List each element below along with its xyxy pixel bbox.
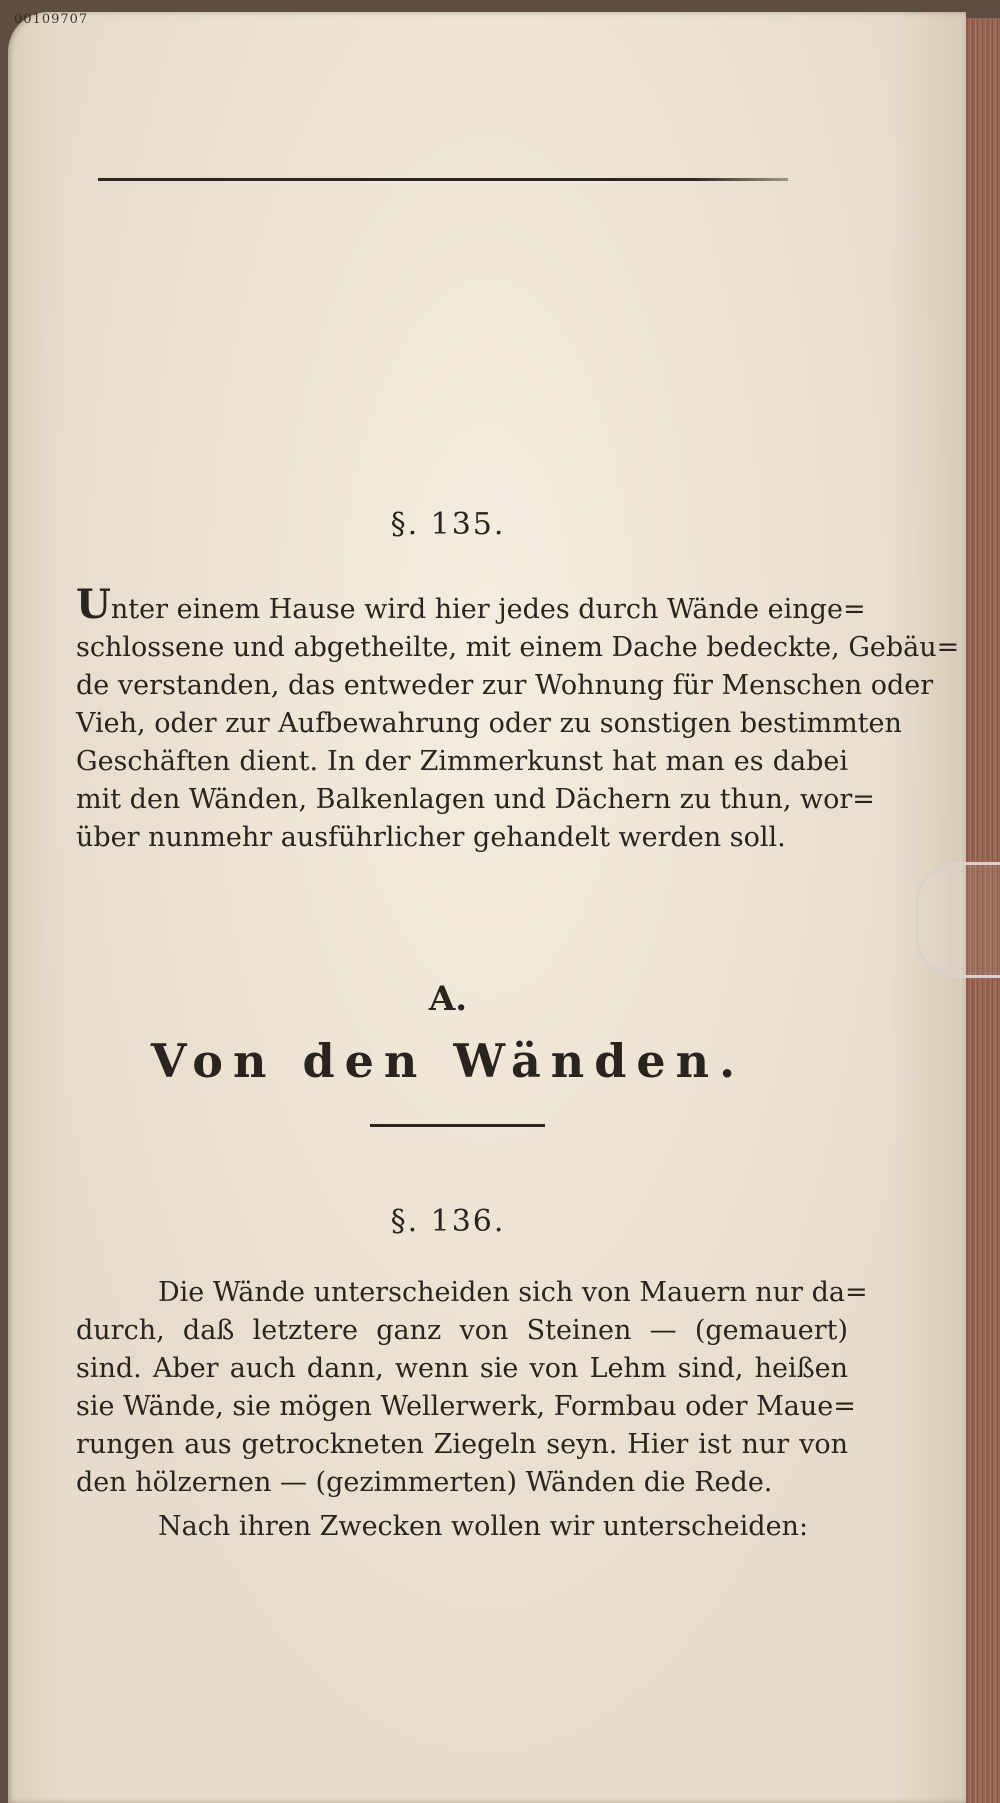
library-stamp: 00109707	[14, 12, 89, 27]
paragraph-line: schlossene und abgetheilte, mit einem Dache bedeckte, Gebäu=	[76, 632, 960, 663]
top-rule	[98, 178, 788, 181]
title-rule	[370, 1124, 545, 1127]
closing-line: Nach ihren Zwecken wollen wir unterscheiden:	[158, 1511, 809, 1542]
section-number-136: §. 136.	[390, 1204, 506, 1239]
book-page	[8, 12, 966, 1803]
paragraph-line: Die Wände unterscheiden sich von Mauern nur da=	[158, 1277, 868, 1308]
paragraph-line	[76, 581, 866, 629]
paragraph-line: über nunmehr ausführlicher gehandelt werden soll.	[76, 822, 786, 853]
paragraph-line: sind. Aber auch dann, wenn sie von Lehm sind, heißen	[76, 1353, 848, 1384]
chapter-title: Von den Wänden.	[150, 1034, 746, 1088]
paragraph-line: Geschäften dient. In der Zimmerkunst hat man es dabei	[76, 746, 848, 777]
paragraph-line: rungen aus getrockneten Ziegeln seyn. Hier ist nur von	[76, 1429, 848, 1460]
paragraph-line: Vieh, oder zur Aufbewahrung oder zu sonstigen bestimmten	[76, 708, 902, 739]
drop-cap: U	[76, 581, 111, 628]
paragraph-line: durch, daß letztere ganz von Steinen — (gemauert)	[76, 1315, 848, 1346]
paragraph-line: mit den Wänden, Balkenlagen und Dächern zu thun, wor=	[76, 784, 875, 815]
line-text: nter einem Hause wird hier jedes durch Wände einge=	[110, 594, 866, 625]
paragraph-line: sie Wände, sie mögen Wellerwerk, Formbau oder Maue=	[76, 1391, 856, 1422]
chapter-letter: A.	[428, 979, 468, 1019]
paragraph-line: de verstanden, das entweder zur Wohnung für Menschen oder	[76, 670, 934, 701]
paragraph-135	[76, 581, 960, 857]
section-number-135: §. 135.	[390, 507, 506, 542]
paragraph-line: den hölzernen — (gezimmerten) Wänden die Rede.	[76, 1467, 773, 1498]
paragraph-136	[76, 1274, 868, 1546]
page-clip-mark	[916, 862, 1000, 978]
